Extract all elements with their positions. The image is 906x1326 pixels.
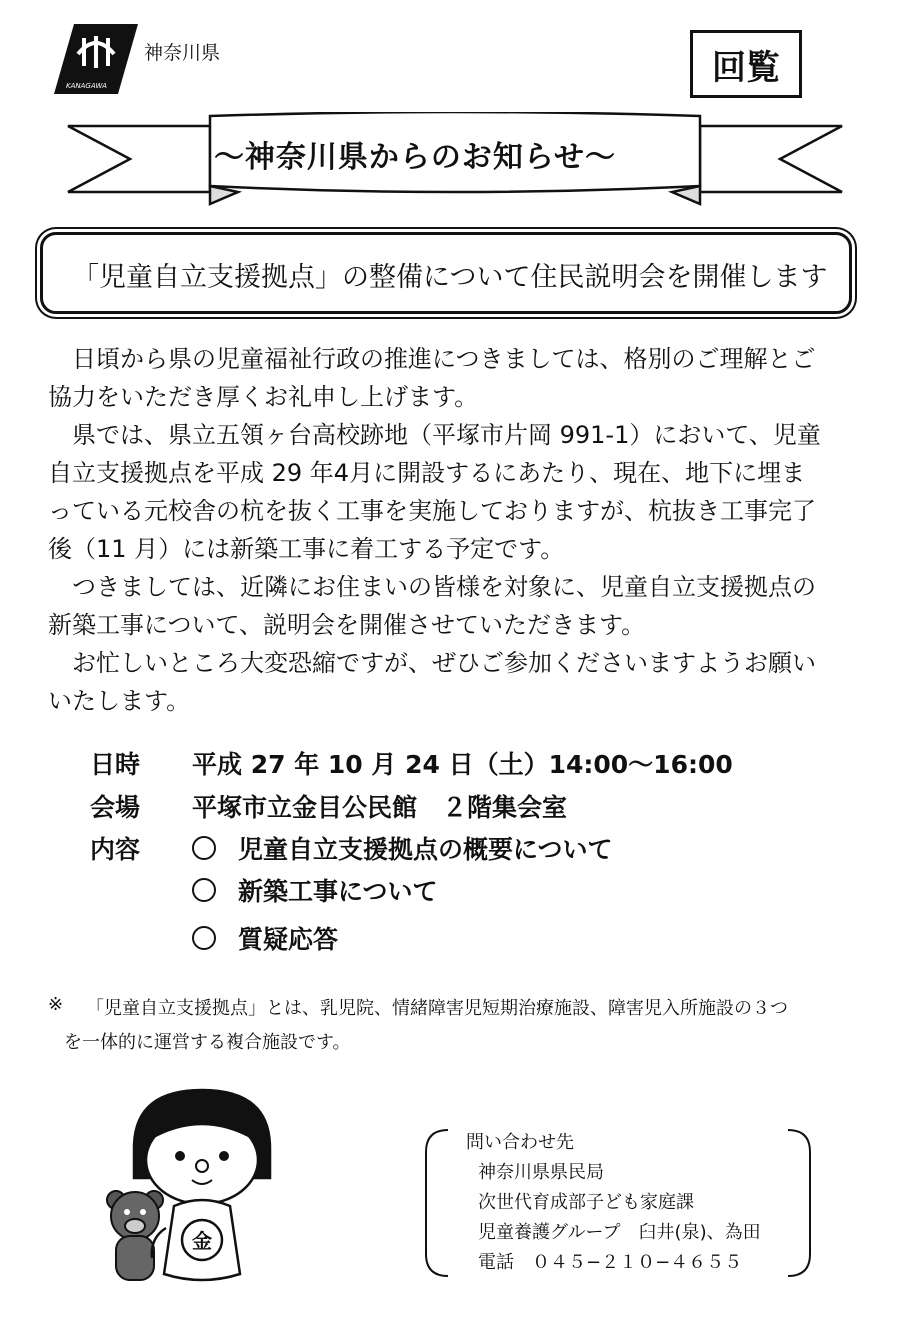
date-value: 平成 27 年 10 月 24 日（土）14:00〜16:00 [192, 750, 733, 779]
date-label: 日時 [90, 750, 141, 779]
banner-title: 〜神奈川県からのお知らせ〜 [213, 140, 617, 175]
body-line: 新築工事について、説明会を開催させていただきます。 [48, 611, 646, 639]
body-line: お忙しいところ大変恐縮ですが、ぜひご参加くださいますようお願い [48, 649, 816, 677]
body-line: 県では、県立五領ヶ台高校跡地（平塚市片岡 991-1）において、児童 [48, 421, 821, 449]
content-item: 児童自立支援拠点の概要について [192, 830, 613, 866]
body-line: いたします。 [48, 687, 191, 715]
circle-bullet-icon [192, 926, 216, 950]
contact-line: 次世代育成部子ども家庭課 [478, 1192, 694, 1213]
kanagawa-logo [54, 24, 138, 94]
svg-text:金: 金 [192, 1229, 212, 1253]
venue-value: 平塚市立金目公民館 ２階集会室 [192, 793, 568, 822]
headline: 「児童自立支援拠点」の整備について住民説明会を開催します [72, 262, 828, 293]
circle-bullet-icon [192, 878, 216, 902]
svg-text:KANAGAWA: KANAGAWA [66, 82, 107, 90]
note-line: 「児童自立支援拠点」とは、乳児院、情緒障害児短期治療施設、障害児入所施設の３つ [86, 998, 788, 1019]
contact-line: 神奈川県県民局 [478, 1162, 604, 1183]
content-item: 新築工事について [192, 872, 438, 908]
body-line: つきましては、近隣にお住まいの皆様を対象に、児童自立支援拠点の [48, 573, 816, 601]
circulation-stamp: 回覧 [690, 30, 802, 98]
mascot-illustration [94, 1088, 284, 1288]
circle-bullet-icon [192, 836, 216, 860]
note-mark: ※ [48, 994, 64, 1015]
prefecture-name: 神奈川県 [144, 42, 221, 64]
body-line: っている元校舎の杭を抜く工事を実施しておりますが、杭抜き工事完了 [48, 497, 816, 525]
content-label: 内容 [90, 835, 141, 864]
body-line: 協力をいただき厚くお礼申し上げます。 [48, 383, 479, 411]
body-line: 後（11 月）には新築工事に着工する予定です。 [48, 535, 565, 563]
content-item: 質疑応答 [192, 920, 338, 956]
venue-label: 会場 [90, 793, 141, 822]
contact-title: 問い合わせ先 [466, 1132, 574, 1153]
body-line: 日頃から県の児童福祉行政の推進につきましては、格別のご理解とご [48, 345, 816, 373]
body-line: 自立支援拠点を平成 29 年4月に開設するにあたり、現在、地下に埋ま [48, 459, 806, 487]
note-line: を一体的に運営する複合施設です。 [64, 1032, 351, 1053]
contact-phone: 電話 ０４５−２１０−４６５５ [478, 1252, 743, 1273]
contact-line: 児童養護グループ 臼井(泉)、為田 [478, 1222, 761, 1243]
